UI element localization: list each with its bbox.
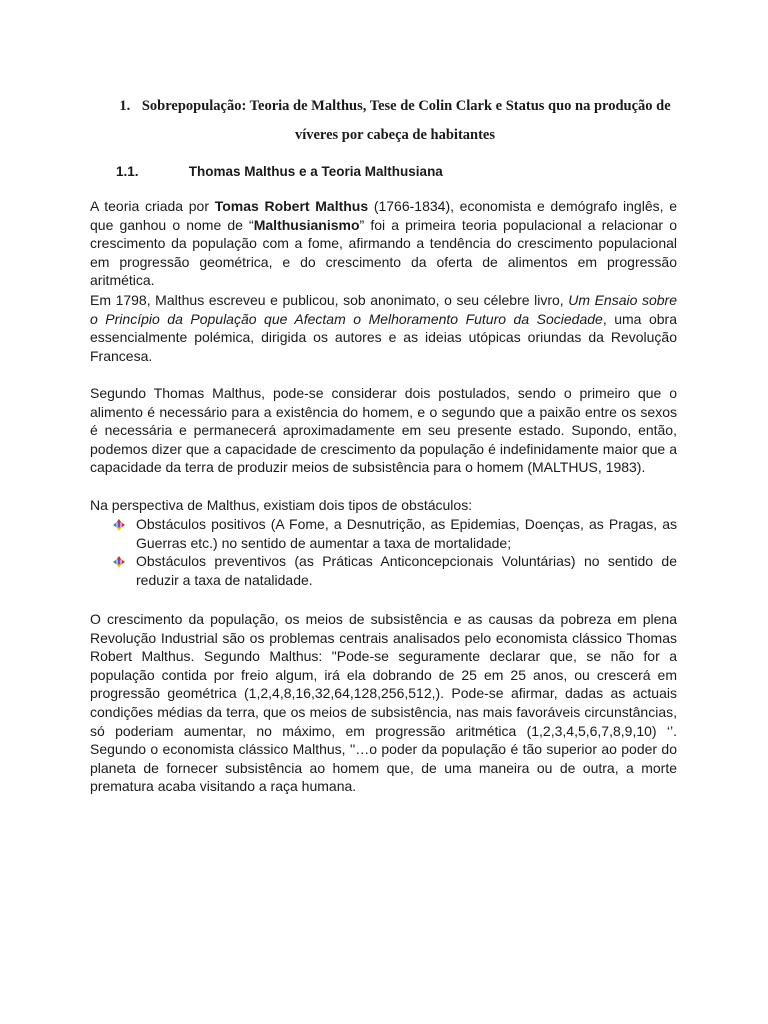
subsection-number: 1.1.	[116, 164, 139, 179]
list-item-text: Obstáculos positivos (A Fome, a Desnutrição, as Epidemias, Doenças, as Pragas, as Guerras etc.) no sentido de aumentar a taxa de mortalidade;	[136, 516, 677, 551]
four-way-arrow-bullet-icon	[113, 519, 125, 531]
section-title: Sobrepopulação: Teoria de Malthus, Tese de Colin Clark e Status quo na produção de víveres por cabeça de habitantes	[141, 98, 671, 143]
paragraph-essay-1798	[90, 291, 677, 365]
text-run: , uma obra essencialmente polémica, dirigida os autores e as ideias utópicas oriundas da Revolução Francesa.	[90, 310, 677, 364]
subsection-title: Thomas Malthus e a Teoria Malthusiana	[188, 164, 443, 179]
four-way-arrow-bullet-icon	[113, 556, 125, 568]
bold-author-name: Tomas Robert Malthus	[214, 198, 369, 214]
obstacles-list	[112, 515, 677, 589]
list-item	[112, 552, 677, 589]
paragraph-obstacles-intro: Na perspectiva de Malthus, existiam dois tipos de obstáculos:	[90, 497, 473, 513]
list-item	[112, 515, 677, 552]
italic-book-title: Um Ensaio sobre o Princípio da População que Afectam o Melhoramento Futuro da Sociedade	[90, 292, 677, 327]
text-run: (1766-1834), economista e demógrafo inglês, e que ganhou o nome de “	[90, 198, 677, 233]
section-heading	[100, 92, 690, 150]
text-run: Em 1798, Malthus escreveu e publicou, sob anonimato, o seu célebre livro,	[90, 292, 569, 308]
bold-term: Malthusianismo	[253, 216, 360, 233]
list-item-text: Obstáculos preventivos (as Práticas Anticoncepcionais Voluntárias) no sentido de reduzir a taxa de natalidade.	[136, 553, 677, 588]
section-number: 1.	[119, 98, 131, 114]
subsection-heading	[116, 163, 443, 181]
text-run: ” foi a primeira teoria populacional a relacionar o crescimento da população com a fome, afirmando a tendência do crescimento populacional em progressão geométrica, e do crescimento da oferta de alimentos em progressão aritmética.	[90, 216, 677, 289]
text-run: A teoria criada por	[90, 198, 215, 214]
paragraph-theory-intro	[90, 197, 677, 290]
paragraph-malthus-quote: O crescimento da população, os meios de subsistência e as causas da pobreza em plena Revolução Industrial são os problemas centrais analisados pelo economista clássico Thomas Robert Malthus. Segundo Malthus: "Pode-se seguramente declarar que, se não for a população contida por freio algum, irá ela dobrando de 25 em 25 anos, ou crescerá em progressão geométrica (1,2,4,8,16,32,64,128,256,512,). Pode-se afirmar, dadas as actuais condições médias da terra, que os meios de subsistência, nas mais favoráveis circunstâncias, só poderiam aumentar, no máximo, em progressão aritmética (1,2,3,4,5,6,7,8,9,10) ‘’. Segundo o economista clássico Malthus, ''…o poder da população é tão superior ao poder do planeta de fornecer subsistência ao homem que, de uma maneira ou de outra, a morte prematura acaba visitando a raça humana.	[90, 611, 677, 795]
paragraph-postulates: Segundo Thomas Malthus, pode-se considerar dois postulados, sendo o primeiro que o alimento é necessário para a existência do homem, e o segundo que a paixão entre os sexos é necessária e permanecerá aproximadamente em seu presente estado. Supondo, então, podemos dizer que a capacidade de crescimento da população é indefinidamente maior que a capacidade da terra de produzir meios de subsistência para o homem (MALTHUS, 1983).	[90, 385, 677, 476]
